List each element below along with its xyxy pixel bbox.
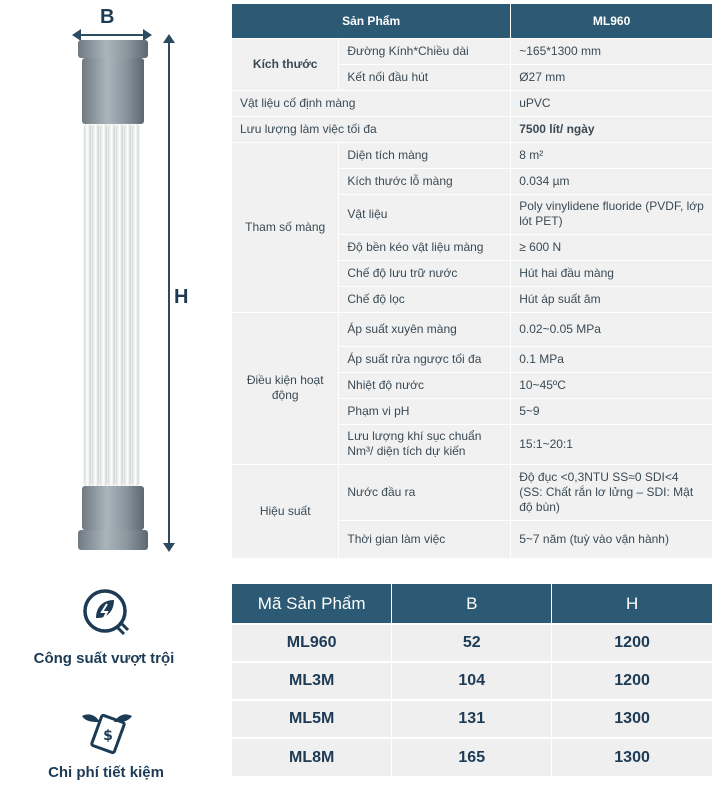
row-value: Độ đục <0,3NTU SS≈0 SDI<4 (SS: Chất rắn lơ lửng – SDI: Mật độ bùn) (511, 464, 713, 520)
product-illustration (0, 0, 230, 786)
row-value: 0.034 µm (511, 168, 713, 194)
model-b: 52 (392, 624, 552, 662)
row-value: Poly vinylidene fluoride (PVDF, lớp lót PET) (511, 194, 713, 234)
spec-header-product: Sản Phẩm (232, 4, 511, 38)
row-label: Độ bền kéo vật liệu màng (339, 234, 511, 260)
row-label: Lưu lượng khí sục chuẩn Nm³/ diện tích dự kiến (339, 424, 511, 464)
model-header-row (232, 584, 713, 624)
row-label: Kết nối đầu hút (339, 64, 511, 90)
model-h: 1200 (552, 662, 713, 700)
row-label: Nước đầu ra (339, 464, 511, 520)
row-value: Ø27 mm (511, 64, 713, 90)
row-label: Thời gian làm việc (339, 520, 511, 558)
model-header-b: B (392, 584, 552, 624)
group-performance: Hiệu suất (232, 464, 339, 558)
dimension-h-label: H (174, 286, 189, 308)
group-membrane: Tham số màng (232, 142, 339, 312)
feature-label-cost: Chi phí tiết kiệm (48, 764, 164, 781)
row-value: 0.1 MPa (511, 346, 713, 372)
row-value: 7500 lít/ ngày (511, 116, 713, 142)
dimension-h-arrow (168, 36, 170, 550)
model-h: 1200 (552, 624, 713, 662)
table-row (232, 38, 713, 64)
row-value: 10~45ºC (511, 372, 713, 398)
model-code: ML3M (232, 662, 392, 700)
spec-header-row (232, 4, 713, 38)
table-row (232, 116, 713, 142)
bottom-cap (82, 486, 144, 530)
model-h: 1300 (552, 700, 713, 738)
table-row (232, 738, 713, 776)
dimension-b-label: B (100, 6, 115, 28)
top-cap-ring (78, 40, 148, 58)
group-size: Kích thước (232, 38, 339, 90)
model-header-h: H (552, 584, 713, 624)
row-label: Vật liệu cố định màng (232, 90, 511, 116)
table-row (232, 464, 713, 520)
row-value: 15:1~20:1 (511, 424, 713, 464)
row-label: Đường Kính*Chiều dài (339, 38, 511, 64)
row-value: Hút áp suất âm (511, 286, 713, 312)
model-code: ML8M (232, 738, 392, 776)
row-value: uPVC (511, 90, 713, 116)
table-row (232, 312, 713, 346)
top-cap (82, 58, 144, 124)
table-row (232, 90, 713, 116)
table-row (232, 624, 713, 662)
model-table (232, 584, 713, 776)
eco-power-plug-icon (78, 586, 132, 640)
model-code: ML960 (232, 624, 392, 662)
group-operating: Điều kiện hoạt động (232, 312, 339, 464)
model-header-code: Mã Sản Phẩm (232, 584, 392, 624)
bottom-cap-ring (78, 530, 148, 550)
money-wings-icon (80, 702, 134, 756)
row-value: Hút hai đầu màng (511, 260, 713, 286)
row-label: Vật liệu (339, 194, 511, 234)
row-value: 5~9 (511, 398, 713, 424)
feature-label-power: Công suất vượt trội (33, 650, 175, 667)
row-value: 0.02~0.05 MPa (511, 312, 713, 346)
dimension-b-arrow (74, 34, 150, 36)
row-label: Lưu lượng làm việc tối đa (232, 116, 511, 142)
row-value: ≥ 600 N (511, 234, 713, 260)
row-label: Phạm vi pH (339, 398, 511, 424)
spec-table (232, 4, 713, 559)
row-label: Chế độ lọc (339, 286, 511, 312)
row-label: Chế độ lưu trữ nước (339, 260, 511, 286)
row-value: 8 m² (511, 142, 713, 168)
row-label: Kích thước lỗ màng (339, 168, 511, 194)
svg-text:$: $ (103, 728, 113, 744)
table-row (232, 700, 713, 738)
model-h: 1300 (552, 738, 713, 776)
hollow-fiber-bundle (84, 124, 142, 486)
spec-header-model: ML960 (511, 4, 713, 38)
model-b: 165 (392, 738, 552, 776)
table-row (232, 142, 713, 168)
model-b: 131 (392, 700, 552, 738)
row-label: Áp suất xuyên màng (339, 312, 511, 346)
row-value: 5~7 năm (tuỳ vào vận hành) (511, 520, 713, 558)
row-label: Nhiệt độ nước (339, 372, 511, 398)
row-label: Diện tích màng (339, 142, 511, 168)
row-value: ~165*1300 mm (511, 38, 713, 64)
model-code: ML5M (232, 700, 392, 738)
table-row (232, 662, 713, 700)
row-label: Áp suất rửa ngược tối đa (339, 346, 511, 372)
model-b: 104 (392, 662, 552, 700)
